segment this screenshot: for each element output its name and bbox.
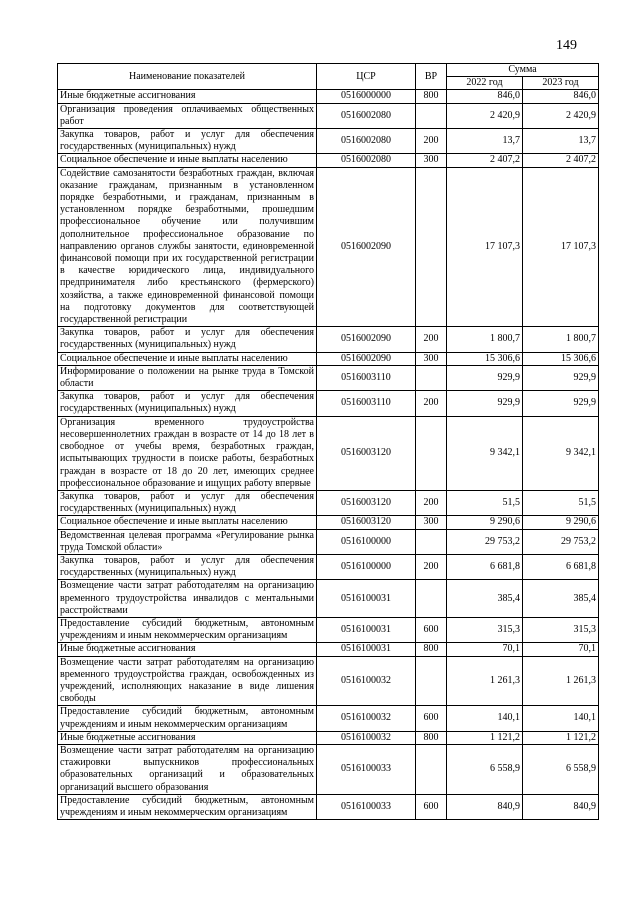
row-vr: 200 [416,490,447,515]
row-sum-2022: 9 342,1 [447,416,523,490]
row-name: Ведомственная целевая программа «Регулирование рынка труда Томской области» [58,529,317,554]
row-name: Закупка товаров, работ и услуг для обеспечения государственных (муниципальных) нужд [58,129,317,154]
row-name: Содействие самозанятости безработных граждан, включая оказание гражданам, признанным в установленном порядке безработными, и гражданам, признанным в установленном порядке безработными, прошедшим профессиональное обучение или получившим дополнительное профессиональное образование по направлению органов службы занятости, единовременной финансовой помощи при их государственной регистрации в качестве юридического лица, индивидуального предпринимателя либо крестьянского (фермерского) хозяйства, а также единовременной финансовой помощи на подготовку документов для соответствующей государственной регистрации [58,167,317,327]
row-vr: 600 [416,617,447,642]
row-name: Предоставление субсидий бюджетным, автономным учреждениям и иным некоммерческим организациям [58,706,317,731]
row-sum-2023: 1 261,3 [523,656,599,706]
row-name: Возмещение части затрат работодателям на организацию стажировки выпускников профессиональных образовательных организаций и образовательных организаций высшего образования [58,744,317,794]
row-vr: 800 [416,643,447,656]
header-vr: ВР [416,64,447,90]
row-sum-2022: 846,0 [447,90,523,103]
row-sum-2023: 15 306,6 [523,352,599,365]
row-csr: 0516100032 [317,706,416,731]
row-sum-2023: 929,9 [523,391,599,416]
table-row [58,516,599,529]
row-csr: 0516002080 [317,154,416,167]
header-sum: Сумма [447,64,599,77]
row-sum-2023: 315,3 [523,617,599,642]
row-csr: 0516100032 [317,656,416,706]
row-sum-2023: 17 107,3 [523,167,599,327]
row-csr: 0516100031 [317,643,416,656]
row-sum-2022: 929,9 [447,391,523,416]
table-row [58,327,599,352]
row-vr [416,416,447,490]
table-row [58,731,599,744]
table-body [58,90,599,820]
row-vr: 300 [416,352,447,365]
table-row [58,580,599,618]
table-row [58,617,599,642]
row-vr: 200 [416,554,447,579]
row-sum-2022: 840,9 [447,794,523,819]
table-row [58,365,599,390]
row-vr [416,365,447,390]
row-vr [416,167,447,327]
row-csr: 0516100033 [317,744,416,794]
row-sum-2022: 51,5 [447,490,523,515]
table-row [58,656,599,706]
row-vr: 200 [416,129,447,154]
row-sum-2022: 6 558,9 [447,744,523,794]
row-sum-2023: 140,1 [523,706,599,731]
row-name: Информирование о положении на рынке труда в Томской области [58,365,317,390]
row-name: Предоставление субсидий бюджетным, автономным учреждениям и иным некоммерческим организациям [58,617,317,642]
table-row [58,352,599,365]
table-row [58,794,599,819]
row-sum-2023: 9 342,1 [523,416,599,490]
table-row [58,706,599,731]
row-sum-2022: 1 261,3 [447,656,523,706]
row-vr: 200 [416,391,447,416]
table-row [58,167,599,327]
row-sum-2023: 13,7 [523,129,599,154]
row-sum-2023: 6 558,9 [523,744,599,794]
row-csr: 0516100033 [317,794,416,819]
header-csr: ЦСР [317,64,416,90]
row-name: Социальное обеспечение и иные выплаты населению [58,154,317,167]
row-name: Возмещение части затрат работодателям на организацию временного трудоустройства граждан, освобожденных из учреждений, исполняющих наказание в виде лишения свободы [58,656,317,706]
row-vr [416,656,447,706]
row-csr: 0516100032 [317,731,416,744]
row-sum-2022: 29 753,2 [447,529,523,554]
header-year-2022: 2022 год [447,77,523,90]
row-vr: 600 [416,706,447,731]
row-csr: 0516002090 [317,352,416,365]
row-name: Социальное обеспечение и иные выплаты населению [58,516,317,529]
row-vr: 800 [416,90,447,103]
row-name: Закупка товаров, работ и услуг для обеспечения государственных (муниципальных) нужд [58,490,317,515]
table-row [58,391,599,416]
row-csr: 0516003120 [317,416,416,490]
row-sum-2023: 840,9 [523,794,599,819]
row-sum-2022: 2 407,2 [447,154,523,167]
row-vr: 600 [416,794,447,819]
table-row [58,744,599,794]
row-vr [416,744,447,794]
row-sum-2022: 17 107,3 [447,167,523,327]
row-csr: 0516100031 [317,580,416,618]
row-csr: 0516100031 [317,617,416,642]
table-row [58,416,599,490]
row-vr: 800 [416,731,447,744]
row-name: Организация временного трудоустройства несовершеннолетних граждан в возрасте от 14 до 18 лет в свободное от учебы время, безработных граждан, испытывающих трудности в поиске работы, безработных граждан в возрасте от 18 до 20 лет, имеющих среднее профессиональное образование и ищущих работу впервые [58,416,317,490]
row-vr [416,529,447,554]
page-number: 149 [556,38,577,53]
row-name: Иные бюджетные ассигнования [58,731,317,744]
row-sum-2022: 2 420,9 [447,103,523,128]
row-sum-2023: 2 420,9 [523,103,599,128]
row-csr: 0516003110 [317,365,416,390]
row-csr: 0516002090 [317,167,416,327]
row-name: Возмещение части затрат работодателям на организацию временного трудоустройства инвалидов с ментальными расстройствами [58,580,317,618]
row-sum-2023: 9 290,6 [523,516,599,529]
row-sum-2022: 929,9 [447,365,523,390]
row-sum-2023: 2 407,2 [523,154,599,167]
row-name: Иные бюджетные ассигнования [58,90,317,103]
row-sum-2022: 315,3 [447,617,523,642]
table-row [58,129,599,154]
row-sum-2022: 140,1 [447,706,523,731]
table-row [58,103,599,128]
row-sum-2022: 13,7 [447,129,523,154]
row-sum-2023: 29 753,2 [523,529,599,554]
row-sum-2022: 1 800,7 [447,327,523,352]
row-sum-2023: 1 800,7 [523,327,599,352]
row-vr: 300 [416,154,447,167]
table-row [58,643,599,656]
row-sum-2022: 70,1 [447,643,523,656]
row-csr: 0516000000 [317,90,416,103]
row-sum-2022: 385,4 [447,580,523,618]
row-csr: 0516002090 [317,327,416,352]
row-csr: 0516003110 [317,391,416,416]
header-name: Наименование показателей [58,64,317,90]
row-vr: 300 [416,516,447,529]
row-name: Предоставление субсидий бюджетным, автономным учреждениям и иным некоммерческим организациям [58,794,317,819]
row-sum-2023: 51,5 [523,490,599,515]
row-name: Иные бюджетные ассигнования [58,643,317,656]
row-vr: 200 [416,327,447,352]
row-sum-2022: 1 121,2 [447,731,523,744]
row-sum-2023: 846,0 [523,90,599,103]
row-name: Закупка товаров, работ и услуг для обеспечения государственных (муниципальных) нужд [58,391,317,416]
row-vr [416,103,447,128]
row-name: Закупка товаров, работ и услуг для обеспечения государственных (муниципальных) нужд [58,327,317,352]
row-sum-2022: 9 290,6 [447,516,523,529]
row-sum-2022: 15 306,6 [447,352,523,365]
row-name: Социальное обеспечение и иные выплаты населению [58,352,317,365]
row-csr: 0516100000 [317,554,416,579]
row-sum-2023: 385,4 [523,580,599,618]
row-name: Организация проведения оплачиваемых общественных работ [58,103,317,128]
row-csr: 0516002080 [317,103,416,128]
row-sum-2023: 6 681,8 [523,554,599,579]
row-sum-2023: 929,9 [523,365,599,390]
row-vr [416,580,447,618]
table-row [58,154,599,167]
row-csr: 0516003120 [317,516,416,529]
table-row [58,490,599,515]
row-sum-2023: 1 121,2 [523,731,599,744]
table-row [58,554,599,579]
row-name: Закупка товаров, работ и услуг для обеспечения государственных (муниципальных) нужд [58,554,317,579]
row-csr: 0516100000 [317,529,416,554]
header-year-2023: 2023 год [523,77,599,90]
row-csr: 0516002080 [317,129,416,154]
table-row [58,90,599,103]
budget-table [57,63,599,820]
row-sum-2022: 6 681,8 [447,554,523,579]
table-row [58,529,599,554]
row-csr: 0516003120 [317,490,416,515]
row-sum-2023: 70,1 [523,643,599,656]
